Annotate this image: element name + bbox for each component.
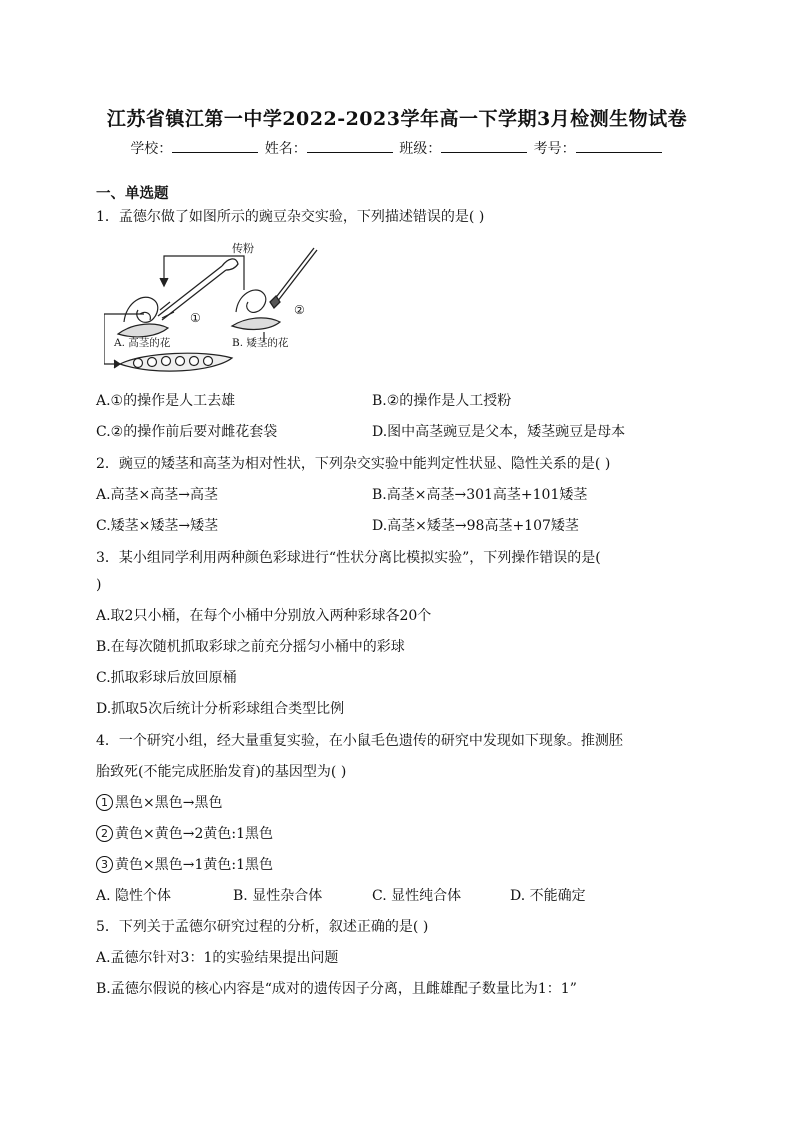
number-label: 考号： [533, 141, 576, 157]
school-label: 学校： [130, 141, 173, 157]
transfer-arrow [160, 256, 244, 290]
q4-cross-2 [96, 823, 273, 843]
q3-option-c[interactable]: C.抓取彩球后放回原桶 [96, 670, 237, 686]
q4-stem: 4．一个研究小组，经大量重复实验，在小鼠毛色遗传的研究中发现如下现象。推测胚 [96, 733, 623, 749]
q2-option-a[interactable]: A.高茎×高茎→高茎 [96, 487, 219, 503]
pea-pod-drawing [120, 353, 232, 371]
short-flower-drawing [232, 290, 280, 342]
q1-option-c[interactable]: C.②的操作前后要对雌花套袋 [96, 424, 278, 440]
page-title: 江苏省镇江第一中学2022-2023学年高一下学期3月检测生物试卷 [106, 108, 688, 130]
q4-cross-1-text: 黑色×黑色→黑色 [115, 795, 223, 811]
circled-number-icon: 1 [96, 794, 113, 811]
q2-option-c[interactable]: C.矮茎×矮茎→矮茎 [96, 518, 219, 534]
school-blank[interactable] [172, 140, 258, 153]
short-flower-label: B. 矮茎的花 [232, 337, 289, 349]
name-blank[interactable] [307, 140, 393, 153]
q4-option-b[interactable]: B. 显性杂合体 [233, 888, 323, 904]
q4-option-c[interactable]: C. 显性纯合体 [372, 888, 462, 904]
section-heading: 一、单选题 [96, 185, 169, 202]
q4-cross-1 [96, 792, 222, 812]
q4-cross-3 [96, 854, 273, 874]
step1-label: ① [190, 311, 201, 325]
q1-stem: 1．孟德尔做了如图所示的豌豆杂交实验，下列描述错误的是( ) [96, 209, 485, 225]
q3-stem: 3．某小组同学利用两种颜色彩球进行“性状分离比模拟实验”，下列操作错误的是( [96, 550, 601, 566]
q3-option-d[interactable]: D.抓取5次后统计分析彩球组合类型比例 [96, 701, 345, 717]
q5-option-a[interactable]: A.孟德尔针对3：1的实验结果提出问题 [96, 950, 339, 966]
q1-option-d[interactable]: D.图中高茎豌豆是父本，矮茎豌豆是母本 [372, 424, 626, 440]
q2-option-d[interactable]: D.高茎×矮茎→98高茎+107矮茎 [372, 518, 579, 534]
q2-stem: 2．豌豆的矮茎和高茎为相对性状，下列杂交实验中能判定性状显、隐性关系的是( ) [96, 456, 611, 472]
number-blank[interactable] [576, 140, 662, 153]
pea-cross-diagram [104, 240, 324, 378]
student-info-line [0, 138, 794, 158]
q1-option-a[interactable]: A.①的操作是人工去雄 [96, 393, 236, 409]
q4-option-a[interactable]: A. 隐性个体 [96, 888, 172, 904]
chuanfen-label: 传粉 [232, 242, 254, 255]
name-label: 姓名： [264, 141, 307, 157]
q3-option-b[interactable]: B.在每次随机抓取彩球之前充分摇匀小桶中的彩球 [96, 639, 405, 655]
q1-option-b[interactable]: B.②的操作是人工授粉 [372, 393, 512, 409]
brush-drawing [270, 248, 317, 308]
q2-option-b[interactable]: B.高茎×高茎→301高茎+101矮茎 [372, 487, 588, 503]
tall-flower-label: A. 高茎的花 [114, 337, 171, 349]
q4-cross-3-text: 黄色×黑色→1黄色:1黑色 [115, 857, 273, 873]
q5-stem: 5．下列关于孟德尔研究过程的分析，叙述正确的是( ) [96, 919, 429, 935]
q4-stem-cont: 胎致死(不能完成胚胎发育)的基因型为( ) [96, 764, 347, 780]
class-blank[interactable] [441, 140, 527, 153]
circled-number-icon: 3 [96, 856, 113, 873]
q3-stem-cont: ) [96, 577, 102, 593]
circled-number-icon: 2 [96, 825, 113, 842]
q4-option-d[interactable]: D. 不能确定 [510, 888, 586, 904]
q4-cross-2-text: 黄色×黄色→2黄色:1黑色 [115, 826, 273, 842]
q5-option-b[interactable]: B.孟德尔假说的核心内容是“成对的遗传因子分离，且雌雄配子数量比为1：1” [96, 981, 577, 997]
class-label: 班级： [399, 141, 442, 157]
step2-label: ② [294, 303, 305, 317]
q3-option-a[interactable]: A.取2只小桶，在每个小桶中分别放入两种彩球各20个 [96, 608, 432, 624]
